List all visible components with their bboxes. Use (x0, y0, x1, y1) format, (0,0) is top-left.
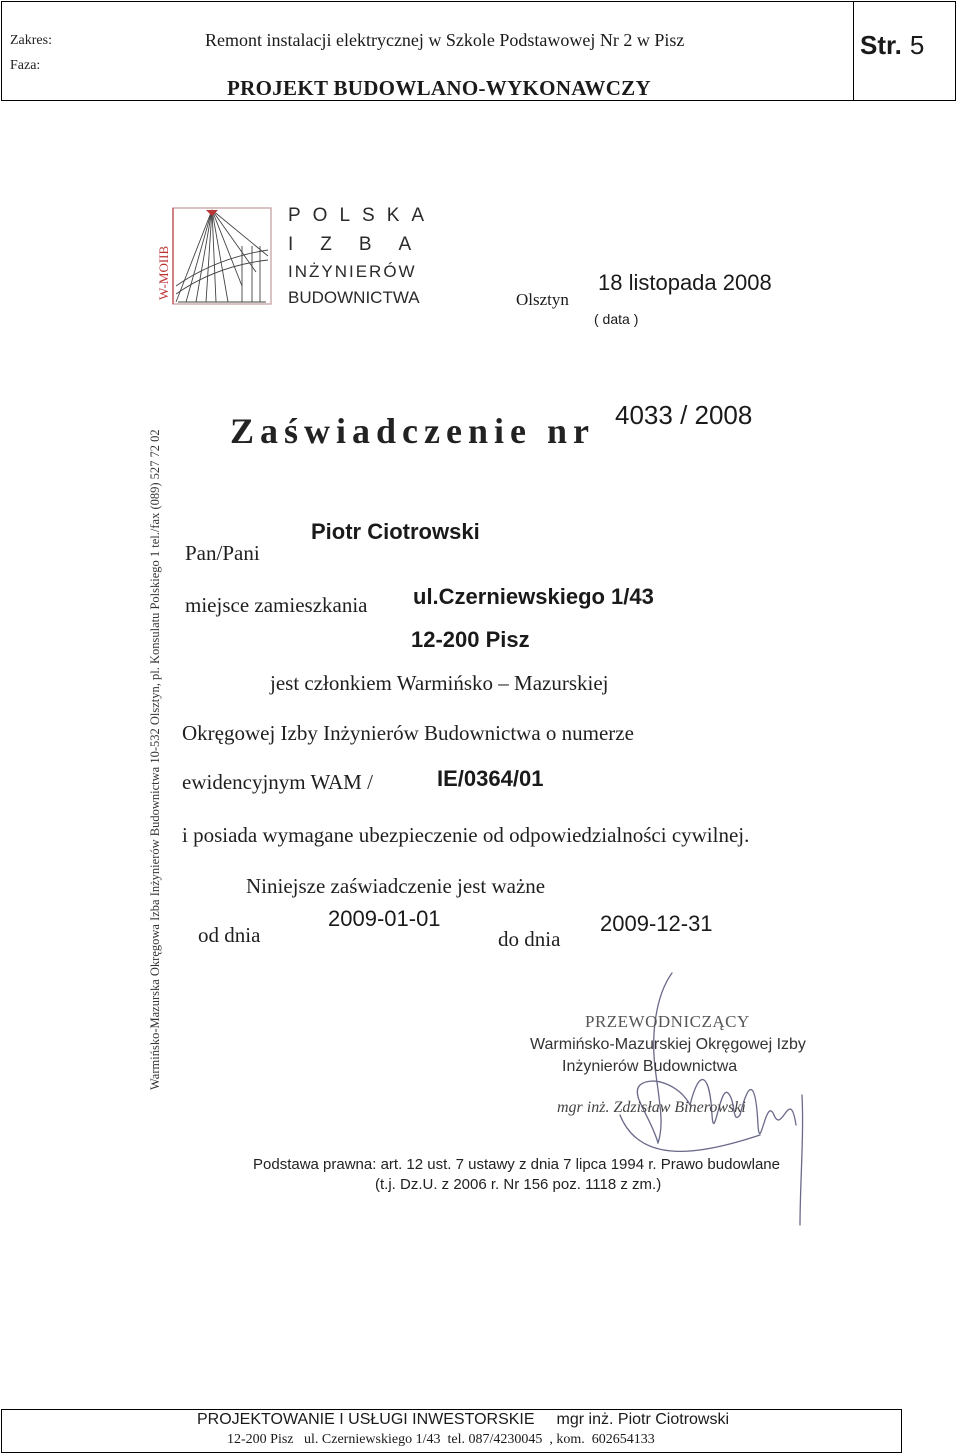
footer-company: PROJEKTOWANIE I USŁUGI INWESTORSKIE (197, 1411, 535, 1428)
chairman-org-line-2: Inżynierów Budownictwa (562, 1058, 738, 1075)
issue-date: 18 listopada 2008 (598, 270, 772, 295)
logo-side-code: W-MOIIB (156, 245, 171, 300)
person-name: Piotr Ciotrowski (311, 519, 480, 544)
logo-line-budownictwa: BUDOWNICTWA (288, 288, 420, 307)
chairman-role: PRZEWODNICZĄCY (585, 1012, 750, 1031)
chairman-name: mgr inż. Zdzisław Binerowski (557, 1099, 746, 1116)
address-line-1: ul.Czerniewskiego 1/43 (413, 584, 654, 609)
registry-number: IE/0364/01 (437, 766, 544, 791)
person-label: Pan/Pani (185, 541, 260, 565)
page-number: 5 (909, 30, 925, 60)
project-title: PROJEKT BUDOWLANO-WYKONAWCZY (227, 76, 651, 100)
residence-label: miejsce zamieszkania (185, 593, 368, 617)
faza-label: Faza: (10, 58, 41, 73)
footer-line-1 (197, 1411, 729, 1429)
logo-line-inzynierow: INŻYNIERÓW (288, 262, 417, 281)
chairman-org-line-1: Warmińsko-Mazurskiej Okręgowej Izby (530, 1036, 806, 1053)
page-footer (1, 1409, 902, 1453)
valid-to-date: 2009-12-31 (600, 911, 713, 936)
membership-line-1: jest członkiem Warmińsko – Mazurskiej (270, 671, 609, 695)
project-subject: Remont instalacji elektrycznej w Szkole Podstawowej Nr 2 w Pisz (205, 30, 685, 50)
address-line-2: 12-200 Pisz (411, 627, 530, 652)
legal-basis-line-1: Podstawa prawna: art. 12 ust. 7 ustawy z dnia 7 lipca 1994 r. Prawo budowlane (253, 1156, 780, 1173)
issuer-sidebar: Warmińsko-Mazurska Okręgowa Izba Inżynierów Budownictwa 10-532 Olsztyn, pl. Konsulatu Polskiego 1 tel./fax (089) 527 72 02 (148, 429, 162, 1090)
place-text: Olsztyn (516, 290, 569, 309)
legal-basis-line-2: (t.j. Dz.U. z 2006 r. Nr 156 poz. 1118 z zm.) (375, 1176, 662, 1193)
certificate-number: 4033 / 2008 (615, 400, 753, 430)
insurance-statement: i posiada wymagane ubezpieczenie od odpowiedzialności cywilnej. (182, 823, 750, 847)
valid-from-date: 2009-01-01 (328, 906, 441, 931)
validity-statement: Niniejsze zaświadczenie jest ważne (246, 874, 546, 898)
piib-logo (156, 206, 274, 306)
membership-line-2: Okręgowej Izby Inżynierów Budownictwa o numerze (182, 721, 634, 745)
footer-contact: 12-200 Pisz ul. Czerniewskiego 1/43 tel. 087/4230045 , kom. 602654133 (227, 1432, 655, 1447)
page-label: Str. (860, 30, 902, 60)
zakres-label: Zakres: (10, 33, 52, 48)
certificate-title: Zaświadczenie nr (230, 411, 595, 451)
valid-to-label: do dnia (498, 927, 561, 951)
logo-line-polska: POLSKA (288, 205, 437, 226)
logo-line-izba: IZBA (288, 234, 439, 255)
date-caption: ( data ) (594, 311, 639, 327)
footer-designer: mgr inż. Piotr Ciotrowski (556, 1411, 730, 1428)
piib-logo-graphic (156, 206, 274, 306)
registry-label: ewidencyjnym WAM / (182, 770, 373, 794)
valid-from-label: od dnia (198, 923, 261, 947)
